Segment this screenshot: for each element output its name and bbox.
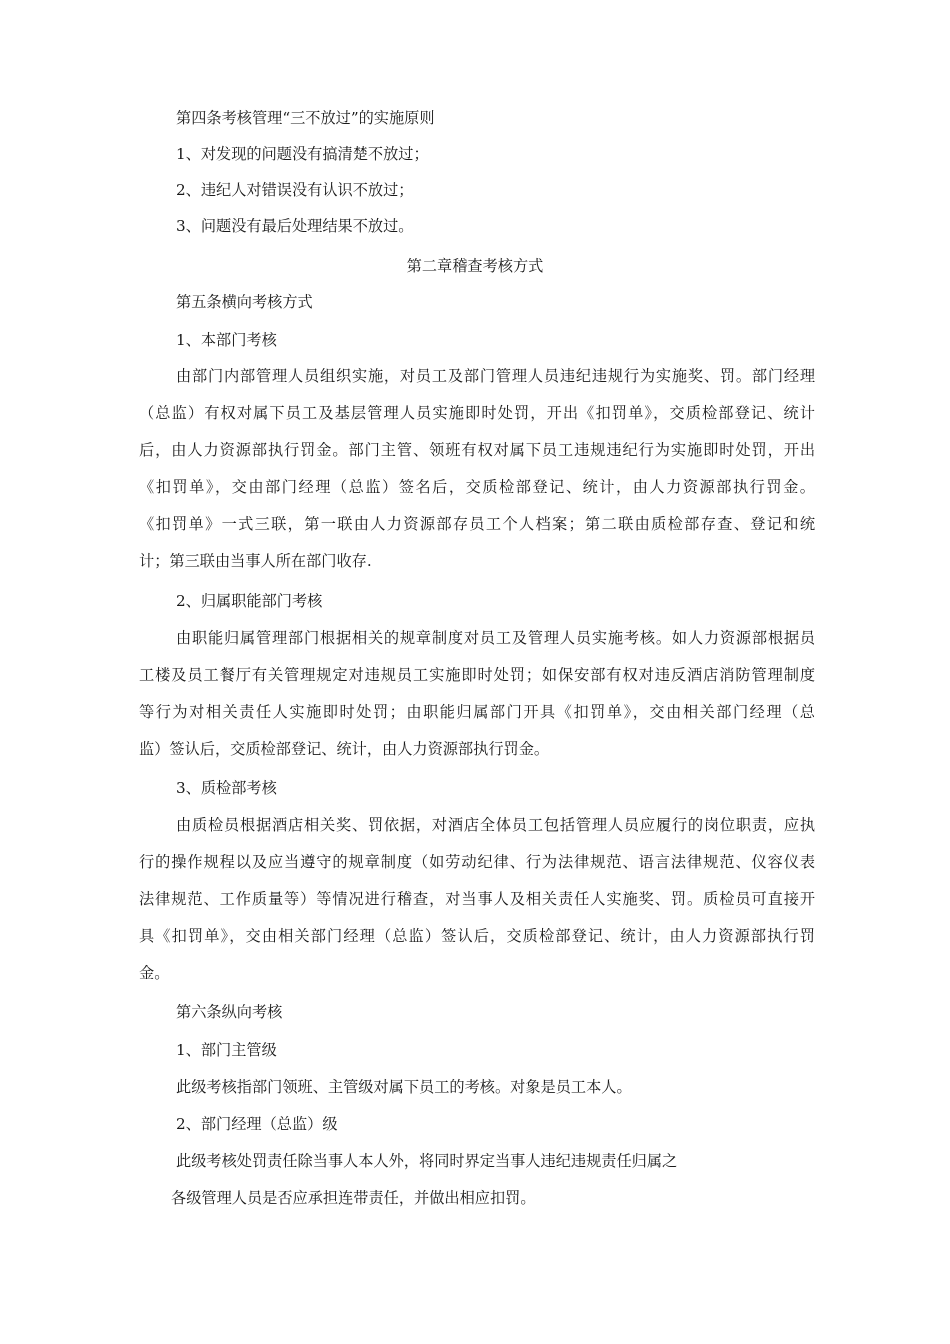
article-6-heading: 第六条纵向考核 [176,1003,283,1021]
paragraph-line: 监）签认后，交质检部登记、统计，由人力资源部执行罚金。 [139,740,550,758]
chapter-2-heading: 第二章稽查考核方式 [406,257,544,275]
paragraph-line: 计；第三联由当事人所在部门收存. [139,552,372,570]
paragraph-line: 由质检员根据酒店相关奖、罚依据，对酒店全体员工包括管理人员应履行的岗位职责，应执 [176,816,815,834]
paragraph-line: 等行为对相关责任人实施即时处罚；由职能归属部门开具《扣罚单》，交由相关部门经理（总 [139,703,815,721]
paragraph-line: 《扣罚单》，交由部门经理（总监）签名后，交质检部登记、统计，由人力资源部执行罚金。 [139,478,815,496]
paragraph-line: 由职能归属管理部门根据相关的规章制度对员工及管理人员实施考核。如人力资源部根据员 [176,629,815,647]
article-5-heading: 第五条横向考核方式 [176,293,313,311]
paragraph-line: 工楼及员工餐厅有关管理规定对违规员工实施即时处罚；如保安部有权对违反酒店消防管理制度 [139,666,815,684]
section-heading: 2、部门经理（总监）级 [176,1115,338,1133]
paragraph-line: 各级管理人员是否应承担连带责任，并做出相应扣罚。 [171,1189,536,1207]
paragraph-line: 此级考核指部门领班、主管级对属下员工的考核。对象是员工本人。 [176,1078,632,1096]
paragraph-line: 后，由人力资源部执行罚金。部门主管、领班有权对属下员工违规违纪行为实施即时处罚，开出 [139,441,815,459]
paragraph-line: 金。 [139,964,170,982]
section-heading: 3、质检部考核 [176,779,277,797]
paragraph-line: （总监）有权对属下员工及基层管理人员实施即时处罚，开出《扣罚单》，交质检部登记、统计 [139,404,815,422]
section-heading: 1、本部门考核 [176,331,277,349]
list-item: 2、违纪人对错误没有认识不放过； [176,181,414,199]
paragraph-line: 法律规范、工作质量等）等情况进行稽查，对当事人及相关责任人实施奖、罚。质检员可直接开 [139,890,815,908]
article-4-heading: 第四条考核管理“三不放过”的实施原则 [176,109,435,127]
paragraph-line: 由部门内部管理人员组织实施，对员工及部门管理人员违纪违规行为实施奖、罚。部门经理 [176,367,815,385]
section-heading: 1、部门主管级 [176,1041,277,1059]
paragraph-line: 此级考核处罚责任除当事人本人外，将同时界定当事人违纪违规责任归属之 [176,1152,678,1170]
paragraph-line: 《扣罚单》一式三联，第一联由人力资源部存员工个人档案；第二联由质检部存查、登记和统 [139,515,815,533]
section-heading: 2、归属职能部门考核 [176,592,323,610]
paragraph-line: 行的操作规程以及应当遵守的规章制度（如劳动纪律、行为法律规范、语言法律规范、仪容仪表 [139,853,815,871]
paragraph-line: 具《扣罚单》，交由相关部门经理（总监）签认后，交质检部登记、统计，由人力资源部执行罚 [139,927,815,945]
list-item: 1、对发现的问题没有搞清楚不放过； [176,145,429,163]
list-item: 3、问题没有最后处理结果不放过。 [176,217,414,235]
